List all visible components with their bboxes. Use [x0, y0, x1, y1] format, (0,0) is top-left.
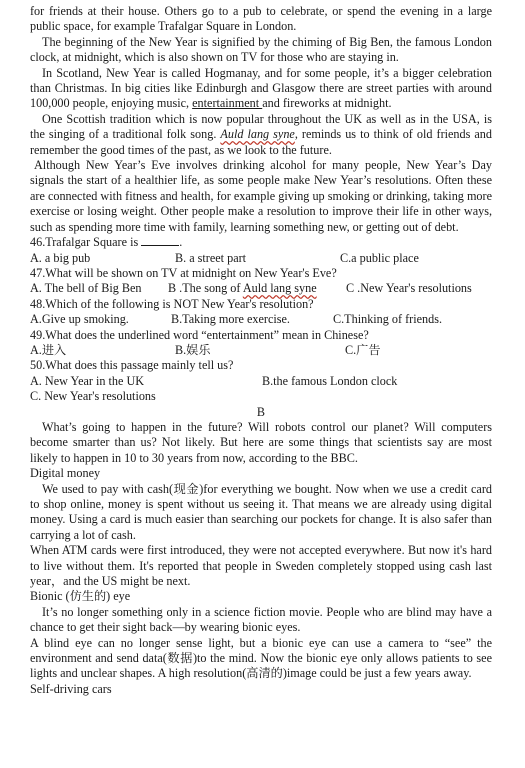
option-46-a: A. a big pub [30, 250, 91, 265]
option-47-a: A. The bell of Big Ben [30, 281, 142, 296]
question-47-options [30, 281, 492, 296]
paragraph-bionic-intro: It’s no longer something only in a science fiction movie. People who are blind may have a chance to get their sight back—by wearing bionic eyes. [30, 604, 492, 635]
option-46-b: B. a street part [175, 250, 247, 265]
option-48-a: A.Give up smoking. [30, 312, 129, 327]
song-title-auld-lang-syne: Auld lang syne [220, 127, 295, 142]
option-50-b: B.the famous London clock [262, 373, 398, 388]
heading-self-driving-cars: Self-driving cars [30, 681, 112, 696]
option-49-a: A.进入 [30, 342, 67, 357]
option-48-b: B.Taking more exercise. [171, 312, 290, 327]
option-48-c: C.Thinking of friends. [333, 312, 442, 327]
option-47-b-text: B .The song of [168, 281, 243, 296]
paragraph-resolutions: Although New Year’s Eve involves drinking alcohol for many people, New Year’s Day signals the start of a healthier life, as some people make New Year’s resolutions. Often these are connected with fitness and health, for example giving up smoking or drinking, taking more exercise or losing weight. Other people make a resolution to improve their life in other ways, such as spending more time with family, learning something new, or getting out of debt. [30, 158, 492, 234]
option-49-b: B.娱乐 [175, 342, 211, 357]
paragraph-auld-lang-syne [30, 112, 492, 158]
question-50-stem: 50.What does this passage mainly tell us? [30, 358, 234, 373]
question-48-stem: 48.Which of the following is NOT New Year's resolution? [30, 296, 314, 311]
hogmanay-text-before: In Scotland, New Year is called Hogmanay, and for some people, it’s a bigger celebration than Christmas. In big cities like Edinburgh and Glasgow there are street parties with around 100,000 people, enjoying music, [30, 65, 492, 111]
option-47-b-song: Auld lang syne [242, 281, 317, 296]
question-46 [30, 235, 492, 250]
question-49-stem: 49.What does the underlined word “entertainment” mean in Chinese? [30, 327, 369, 342]
option-50-c: C. New Year's resolutions [30, 389, 156, 404]
question-47-stem: 47.What will be shown on TV at midnight on New Year's Eve? [30, 265, 337, 280]
paragraph-cash: We used to pay with cash(现金)for everything we bought. Now when we use a credit card to shop online, money is spent without us seeing it. That means we are already using digital money. Using a card is much easier than searching our pockets for change. It is also safer than carrying a lot of cash. [30, 481, 492, 542]
tradition-text-before: One Scottish tradition which is now popular throughout the UK as well as in the USA, is the singing of a traditional folk song. [30, 111, 492, 142]
tradition-text-after: , reminds us to think of old friends and remember the good times of the past, as we look to the future. [30, 127, 492, 157]
option-50-a: A. New Year in the UK [30, 373, 145, 388]
question-48-options [30, 312, 492, 327]
paragraph-public-space: for friends at their house. Others go to a pub to celebrate, or spend the evening in a large public space, for example Trafalgar Square in London. [30, 4, 492, 34]
heading-digital-money: Digital money [30, 466, 101, 481]
paragraph-big-ben: The beginning of the New Year is signified by the chiming of Big Ben, the famous London clock, at midnight, which is also shown on TV for those who are staying in. [30, 34, 492, 65]
heading-bionic-eye: Bionic (仿生的) eye [30, 589, 131, 604]
option-47-c: C .New Year's resolutions [346, 281, 472, 296]
document-page [30, 4, 492, 697]
question-50-options [30, 374, 492, 389]
answer-blank [141, 235, 179, 246]
paragraph-bionic-camera: A blind eye can no longer sense light, but a bionic eye can use a camera to “see” the environment and send data(数据)to the mind. Now the bionic eye only allows patients to see lights and unclear shapes. A high resolution(高清的)image could be just a few years away. [30, 635, 492, 681]
paragraph-atm-cards: When ATM cards were first introduced, they were not accepted everywhere. But now it's hard to live without them. It's reported that people in Sweden completely stopped using cash last year，and the US might be next. [30, 543, 492, 589]
option-47-b [168, 281, 346, 296]
paragraph-hogmanay [30, 66, 492, 112]
question-49-options [30, 343, 492, 358]
question-46-stem-end: . [179, 235, 183, 250]
option-46-c: C.a public place [340, 250, 419, 265]
hogmanay-text-after: and fireworks at midnight. [262, 96, 392, 111]
question-46-options [30, 251, 492, 266]
question-46-stem: 46.Trafalgar Square is [30, 235, 142, 250]
option-49-c: C.广告 [345, 342, 381, 357]
passage-b-label: B [256, 404, 266, 419]
underlined-word-entertainment: entertainment [192, 96, 263, 111]
paragraph-future-intro: What’s going to happen in the future? Will robots control our planet? Will computers become smarter than us? Not likely. But here are some things that scientists say are most likely to happen in 10 to 30 years from now, according to the BBC. [30, 419, 492, 465]
